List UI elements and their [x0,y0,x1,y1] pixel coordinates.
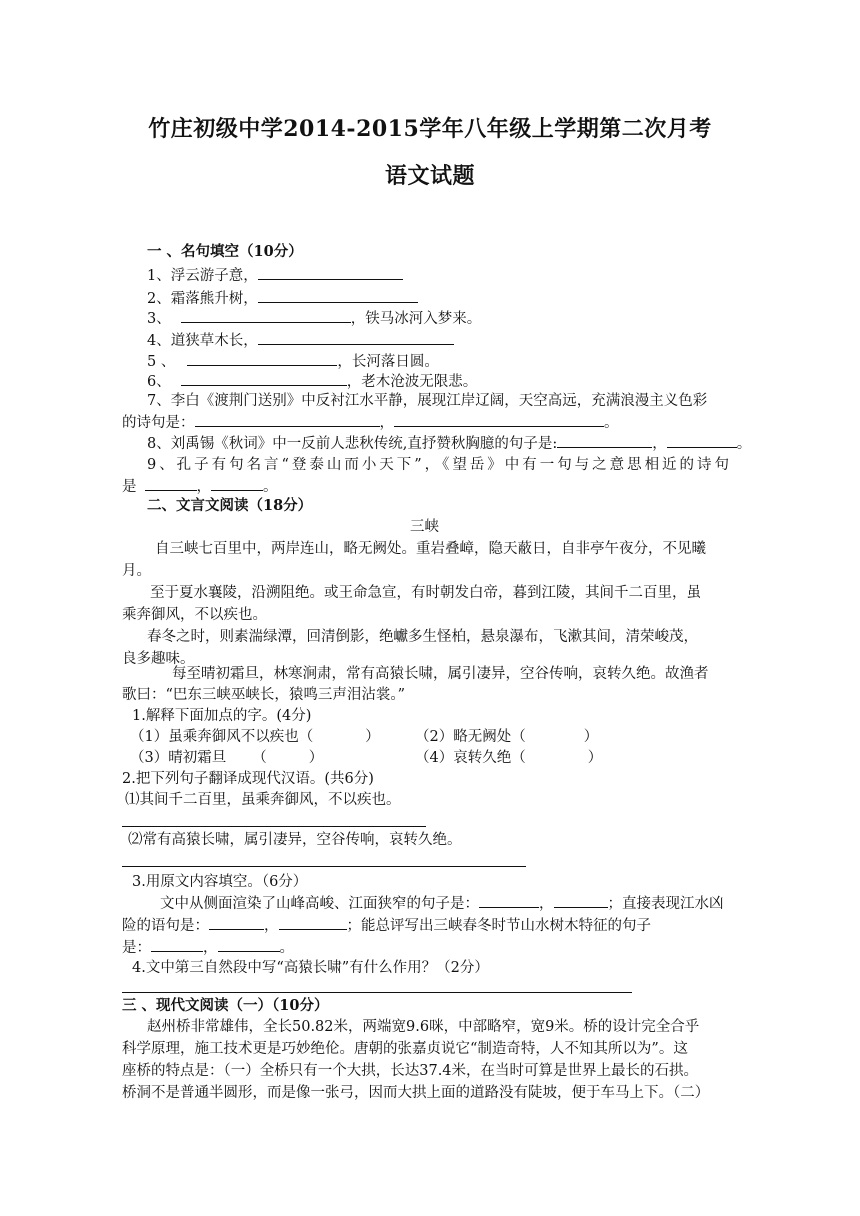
question-2-1: 1.解释下面加点的字。(4分) [132,708,312,724]
question-1-3 [147,308,481,329]
section-2-heading: 二、文言文阅读（18分） [147,497,313,514]
question-2-4: 4.文中第三自然段中写“高猿长啸”有什么作用？（2分） [132,960,489,976]
punctuation: ， [379,415,394,431]
question-text: ；能总评写出三峡春冬时节山水树木特征的句子 [346,918,651,934]
answer-line[interactable] [122,866,526,867]
question-2-3: 3.用原文内容填空。（6分） [132,874,308,890]
punctuation: ， [196,479,211,495]
punctuation: 。 [736,436,752,452]
question-text: 是 [122,479,137,495]
passage-para-4-line-2: 歌曰：“巴东三峡巫峡长，猿鸣三声泪沾裳。” [122,687,406,703]
punctuation: ） [583,729,599,745]
question-2-2-2: ⑵常有高猿长啸，属引凄异，空谷传响，哀转久绝。 [128,832,462,848]
question-text: （2）略无阙处（ [415,729,526,745]
answer-blank[interactable] [209,915,264,930]
answer-blank[interactable] [218,937,280,952]
exam-title: 竹庄初级中学2014-2015学年八年级上学期第二次月考 [148,116,712,142]
question-text: 8、刘禹锡《秋词》中一反前人悲秋传统,直抒赞秋胸臆的句子是: [147,436,558,452]
question-2-2: 2.把下列句子翻译成现代汉语。(共6分) [122,771,374,787]
question-2-1-1 [130,727,380,747]
passage-para-3-line-1: 春冬之时，则素湍绿潭，回清倒影，绝巘多生怪柏，悬泉瀑布，飞漱其间，清荣峻茂， [147,629,698,645]
question-text: 文中从侧面渲染了山峰高峻、江面狭窄的句子是： [160,896,479,912]
section-1-heading: 一 、名句填空（10分） [147,243,303,260]
reading-line-4: 桥洞不是普通半圆形，而是像一张弓，因而大拱上面的道路没有陡坡，便于车马上下。（二） [122,1085,710,1101]
punctuation: 。 [604,415,619,431]
question-text: （3）晴初霜旦 [130,750,227,766]
question-1-6 [147,371,477,392]
question-2-3-line-1 [160,893,724,914]
question-2-3-line-2 [122,915,651,936]
section-3-heading: 三 、现代文阅读（一）（10分） [122,997,329,1014]
answer-blank[interactable] [394,412,604,427]
question-text: （4）哀转久绝（ [415,750,526,766]
passage-para-2-line-1: 至于夏水襄陵，沿溯阻绝。或王命急宣，有时朝发白帝，暮到江陵，其间千二百里，虽 [150,585,701,601]
question-1-9-line-2 [122,476,278,497]
question-2-1-2 [415,727,598,747]
question-number: 6、 [147,374,171,390]
question-1-5 [147,351,439,372]
answer-blank[interactable] [554,893,608,908]
answer-blank[interactable] [145,476,197,491]
answer-blank[interactable] [151,937,203,952]
punctuation: ） [308,750,324,766]
answer-blank[interactable] [479,893,539,908]
reading-line-1: 赵州桥非常雄伟，全长50.82米，两端宽9.6咪，中部略窄，宽9米。桥的设计完全合乎 [147,1019,700,1035]
question-text: 险的语句是： [122,918,209,934]
question-2-2-1: ⑴其间千二百里，虽乘奔御风，不以疾也。 [125,792,401,808]
question-number: 3、 [147,311,171,327]
passage-para-1-line-1: 自三峡七百里中，两岸连山，略无阙处。重岩叠嶂，隐天蔽日，自非亭午夜分，不见曦 [155,541,706,557]
question-1-4 [147,330,454,351]
punctuation: ， [652,436,667,452]
question-text: ，铁马冰河入梦来。 [350,311,482,327]
answer-blank[interactable] [258,288,418,303]
punctuation: 。 [279,940,294,956]
question-text: ；直接表现江水凶 [607,896,724,912]
question-1-9-line-1: 9、孔子有句名言“登泰山而小天下”，《望岳》中有一句与之意思相近的诗句 [147,457,729,473]
passage-para-1-line-2: 月。 [122,563,151,579]
question-text: 的诗句是： [122,415,195,431]
question-text: 是： [122,940,151,956]
punctuation: 。 [263,479,278,495]
passage-para-2-line-2: 乘奔御风，不以疾也。 [122,607,267,623]
passage-para-4-line-1: 每至晴初霜旦，林寒涧肃，常有高猿长啸，属引凄异，空谷传响，哀转久绝。故渔者 [172,666,709,682]
question-2-3-line-3 [122,937,294,958]
question-text: （1）虽乘奔御风不以疾也（ [130,729,314,745]
question-1-7-line-1: 7、李白《渡荆门送别》中反衬江水平静，展现江岸辽阔，天空高远，充满浪漫主义色彩 [147,393,708,409]
answer-line[interactable] [122,826,426,827]
passage-para-3-line-2: 良多趣味。 [122,651,195,667]
answer-blank[interactable] [557,433,652,448]
reading-line-3: 座桥的特点是：（一）全桥只有一个大拱，长达37.4米，在当时可算是世界上最长的石拱。 [122,1063,699,1079]
answer-blank[interactable] [195,412,380,427]
punctuation: ， [264,918,279,934]
punctuation: ） [365,729,380,745]
question-text: ，老木沧波无限悲。 [346,374,478,390]
answer-blank[interactable] [187,351,337,366]
question-2-1-4 [415,748,602,768]
question-number: 5 、 [147,354,176,370]
punctuation: （ [252,750,267,766]
question-text: 1、浮云游子意， [147,268,258,284]
exam-subtitle: 语文试题 [384,163,475,189]
answer-line[interactable] [122,992,632,993]
question-1-1 [147,265,403,286]
answer-blank[interactable] [181,308,351,323]
answer-blank[interactable] [211,476,263,491]
question-text: 4、道狭草木长， [147,333,258,349]
answer-blank[interactable] [258,265,403,280]
passage-title: 三峡 [410,519,439,535]
punctuation: ） [587,750,603,766]
answer-blank[interactable] [667,433,737,448]
question-1-7-line-2 [122,412,619,433]
punctuation: ， [203,940,218,956]
question-text: 2、霜落熊升树， [147,291,258,307]
question-1-2 [147,288,418,309]
answer-blank[interactable] [258,330,454,345]
question-1-8 [147,433,751,454]
answer-blank[interactable] [181,371,347,386]
reading-line-2: 科学原理，施工技术更是巧妙绝伦。唐朝的张嘉贞说它“制造奇特，人不知其所以为”。这 [122,1041,688,1057]
punctuation: ， [539,896,554,912]
question-2-1-3 [130,748,323,768]
question-text: ，长河落日圆。 [337,354,439,370]
answer-blank[interactable] [279,915,347,930]
